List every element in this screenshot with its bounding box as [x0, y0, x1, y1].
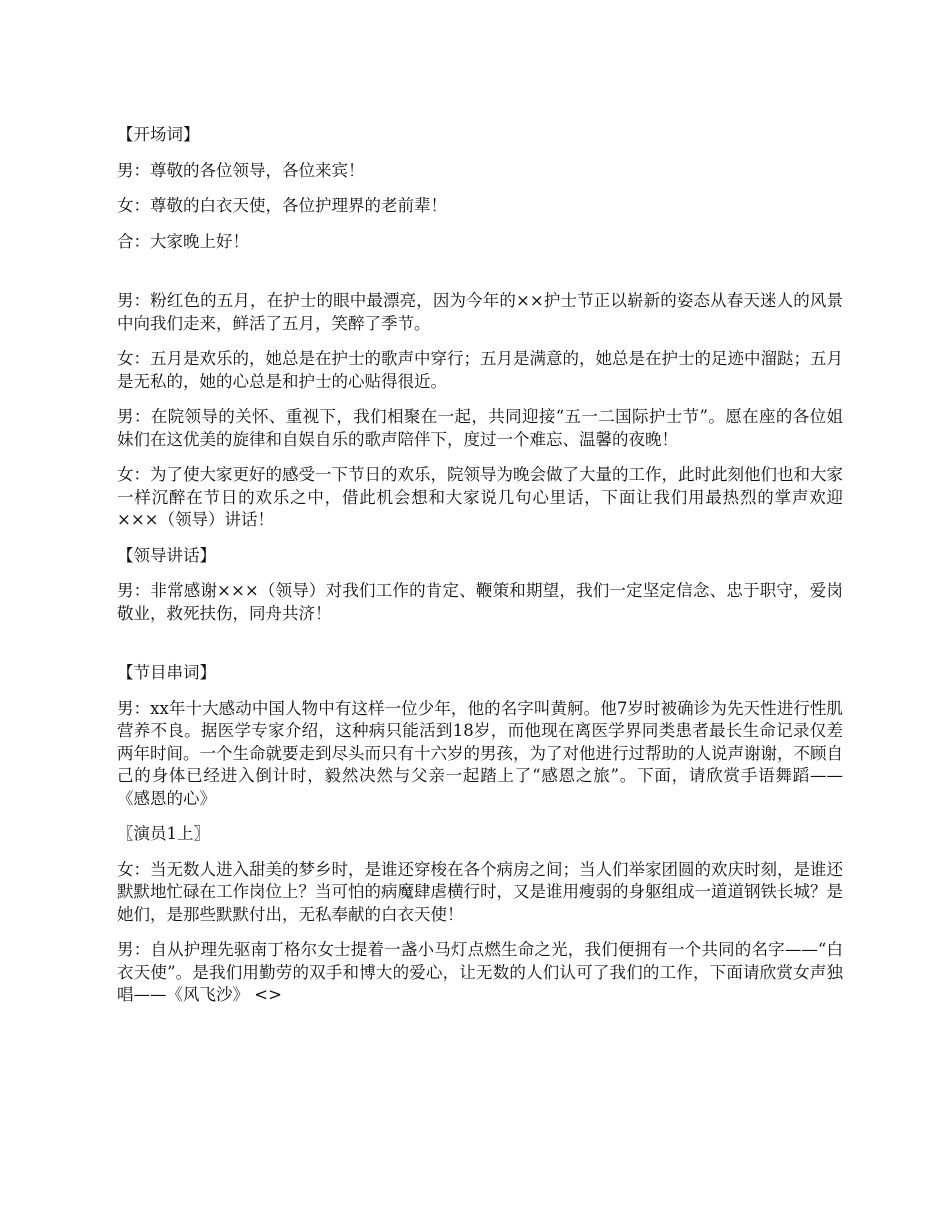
document-page — [117, 124, 843, 1020]
paragraph: 女：为了使大家更好的感受一下节日的欢乐，院领导为晚会做了大量的工作，此时此刻他们也和大家一样沉醉在节日的欢乐之中，借此机会想和大家说几句心里话，下面让我们用最热烈的掌声欢迎×××（领导）讲话！ — [117, 465, 843, 529]
stage-direction: 〖演员1上〗 — [117, 824, 210, 843]
paragraph: 男：粉红色的五月，在护士的眼中最漂亮，因为今年的××护士节正以崭新的姿态从春天迷人的风景中向我们走来，鲜活了五月，笑醉了季节。 — [117, 291, 843, 333]
paragraph: 女：当无数人进入甜美的梦乡时，是谁还穿梭在各个病房之间；当人们举家团圆的欢庆时刻，是谁还默默地忙碌在工作岗位上？当可怕的病魔肆虐横行时，又是谁用瘦弱的身躯组成一道道钢铁长城？是她们，是那些默默付出，无私奉献的白衣天使！ — [117, 859, 843, 924]
paragraph: 女：五月是欢乐的，她总是在护士的歌声中穿行；五月是满意的，她总是在护士的足迹中溜跶；五月是无私的，她的心总是和护士的心贴得很近。 — [117, 349, 843, 391]
paragraph: 男：xx年十大感动中国人物中有这样一位少年，他的名字叫黄舸。他7岁时被确诊为先天性进行性肌营养不良。据医学专家介绍，这种病只能活到18岁，而他现在离医学界同类患者最长生命记录仅差两年时间。一个生命就要走到尽头而只有十六岁的男孩，为了对他进行过帮助的人说声谢谢，不顾自己的身体已经进入倒计时，毅然决然与父亲一起踏上了“感恩之旅”。下面，请欣赏手语舞蹈——《感恩的心》 — [117, 698, 843, 808]
paragraph: 男：自从护理先驱南丁格尔女士提着一盏小马灯点燃生命之光，我们便拥有一个共同的名字——“白衣天使”。是我们用勤劳的双手和博大的爱心，让无数的人们认可了我们的工作，下面请欣赏女声独唱——《风飞沙》 <> — [117, 940, 843, 1004]
blank-line — [117, 266, 843, 290]
paragraph: 男：尊敬的各位领导，各位来宾！ — [117, 160, 365, 180]
heading-program-lines: 【节目串词】 — [117, 663, 216, 682]
paragraph: 女：尊敬的白衣天使，各位护理界的老前辈！ — [117, 196, 447, 215]
heading-opening: 【开场词】 — [117, 125, 200, 144]
blank-line — [117, 638, 843, 662]
paragraph: 合：大家晚上好！ — [117, 231, 249, 251]
heading-leader-speech: 【领导讲话】 — [117, 545, 216, 565]
paragraph: 男：非常感谢×××（领导）对我们工作的肯定、鞭策和期望，我们一定坚定信念、忠于职守，爱岗敬业，救死扶伤，同舟共济！ — [117, 581, 843, 623]
paragraph: 男：在院领导的关怀、重视下，我们相聚在一起，共同迎接“五一二国际护士节”。愿在座的各位姐妹们在这优美的旋律和自娱自乐的歌声陪伴下，度过一个难忘、温馨的夜晚！ — [117, 407, 843, 449]
